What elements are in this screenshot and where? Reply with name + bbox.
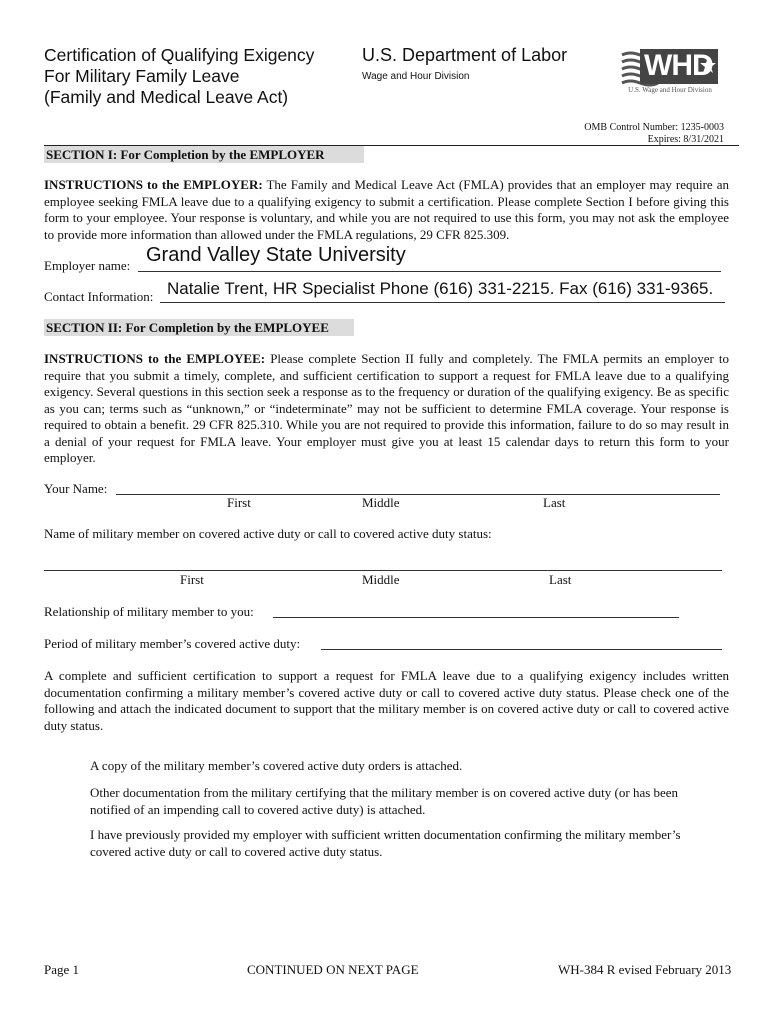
option-other-documentation[interactable]: Other documentation from the military certifying that the military member is on covered active duty (or has been notified of an impending call to covered active duty) is attached. bbox=[90, 785, 679, 817]
your-name-last-caption: Last bbox=[543, 495, 566, 510]
form-id: WH-384 R evised February 2013 bbox=[558, 962, 732, 977]
employee-instructions bbox=[44, 351, 729, 467]
option-duty-orders[interactable]: A copy of the military member’s covered active duty orders is attached. bbox=[90, 758, 463, 773]
military-first-caption: First bbox=[180, 572, 204, 587]
page-number: Page 1 bbox=[44, 962, 80, 977]
your-name-first-caption: First bbox=[227, 495, 251, 510]
contact-info-line bbox=[160, 302, 725, 303]
military-member-label: Name of military member on covered active duty or call to covered active duty status: bbox=[44, 526, 492, 541]
contact-info-label: Contact Information: bbox=[44, 289, 154, 304]
continued-notice: CONTINUED ON NEXT PAGE bbox=[247, 962, 419, 977]
employer-instructions-label: INSTRUCTIONS to the EMPLOYER: bbox=[44, 177, 263, 192]
section-1-heading: SECTION I: For Completion by the EMPLOYER bbox=[44, 146, 364, 163]
documentation-paragraph: A complete and sufficient certification to support a request for FMLA leave due to a qualifying exigency includes written documentation confirming a military member’s covered active duty or call to covered active duty status. Please check one of the following and attach the indicated document to support that the military member is on covered active duty or call to covered active duty status. bbox=[44, 668, 729, 733]
employer-name-field[interactable]: Grand Valley State University bbox=[146, 244, 406, 266]
logo-text: WHD bbox=[644, 49, 713, 82]
option-previously-provided[interactable]: I have previously provided my employer with sufficient written documentation confirming the military member’s covered active duty or call to covered active duty status. bbox=[90, 827, 681, 859]
relationship-field[interactable] bbox=[273, 617, 679, 618]
your-name-middle-caption: Middle bbox=[362, 495, 400, 510]
period-label: Period of military member’s covered active duty: bbox=[44, 636, 301, 651]
omb-info bbox=[584, 122, 724, 146]
department-name: U.S. Department of Labor bbox=[362, 45, 568, 65]
employer-name-label: Employer name: bbox=[44, 258, 131, 273]
your-name-field[interactable] bbox=[116, 494, 720, 495]
relationship-label: Relationship of military member to you: bbox=[44, 604, 254, 619]
period-field[interactable] bbox=[321, 649, 722, 650]
section-2-heading: SECTION II: For Completion by the EMPLOYEE bbox=[44, 319, 354, 336]
military-middle-caption: Middle bbox=[362, 572, 400, 587]
employer-instructions-text: The Family and Medical Leave Act (FMLA) provides that an employer may require an employee seeking FMLA leave due to a qualifying exigency to submit a certification. Please complete Section I before giving this form to your employee. Your response is voluntary, and while you are not required to use this form, you may not ask the employee to provide more information than allowed under the FMLA regulations, 29 CFR 825.309. bbox=[44, 177, 730, 242]
form-title-line-3: (Family and Medical Leave Act) bbox=[44, 87, 289, 107]
form-title-line-1: Certification of Qualifying Exigency bbox=[44, 45, 315, 65]
form-title-line-2: For Military Family Leave bbox=[44, 66, 240, 86]
logo-subtext: U.S. Wage and Hour Division bbox=[628, 86, 712, 94]
military-member-name-field[interactable] bbox=[44, 570, 722, 571]
employer-name-line bbox=[138, 271, 721, 272]
omb-control-number: OMB Control Number: 1235-0003 bbox=[584, 122, 724, 133]
contact-info-field[interactable]: Natalie Trent, HR Specialist Phone (616) 331-2215. Fax (616) 331-9365. bbox=[167, 279, 714, 298]
employee-instructions-text: Please complete Section II fully and completely. The FMLA permits an employer to require that you submit a timely, complete, and sufficient certification to support a request for FMLA leave due to a qualifying exigency. Several questions in this section seek a response as to the frequency or duration of the qualifying exigency. Be as specific as you can; terms such as “unknown,” or “indeterminate” may not be sufficient to determine FMLA coverage. Your response is required to obtain a benefit. 29 CFR 825.310. While you are not required to provide this information, failure to do so may result in a denial of your request for FMLA leave. Your employer must give you at least 15 calendar days to return this form to your employer. bbox=[44, 351, 730, 465]
military-last-caption: Last bbox=[549, 572, 572, 587]
employer-instructions bbox=[44, 177, 729, 243]
division-name: Wage and Hour Division bbox=[362, 71, 470, 82]
your-name-label: Your Name: bbox=[44, 481, 108, 496]
employee-instructions-label: INSTRUCTIONS to the EMPLOYEE: bbox=[44, 351, 266, 366]
expiration-date: Expires: 8/31/2021 bbox=[647, 134, 724, 145]
